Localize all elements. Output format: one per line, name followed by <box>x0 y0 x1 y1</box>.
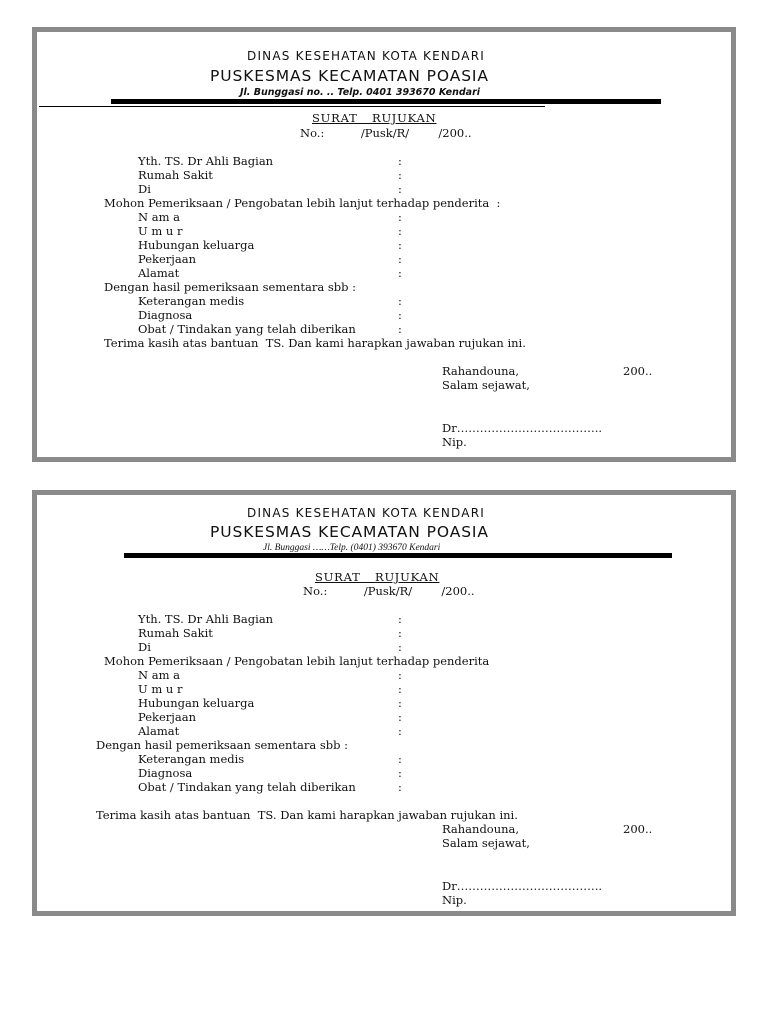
colon: : <box>398 626 402 640</box>
recipient-label: Yth. TS. Dr Ahli Bagian <box>138 612 274 626</box>
greeting: Salam sejawat, <box>442 378 530 392</box>
referral-form-2 <box>32 490 736 916</box>
colon: : <box>398 266 402 280</box>
patient-job-label: Pekerjaan <box>138 710 196 724</box>
medical-notes-label: Keterangan medis <box>138 752 245 766</box>
nip-label: Nip. <box>442 893 467 907</box>
patient-address-label: Alamat <box>138 724 180 738</box>
patient-address-label: Alamat <box>138 266 180 280</box>
nip-label: Nip. <box>442 435 467 449</box>
colon: : <box>398 724 402 738</box>
colon: : <box>398 682 402 696</box>
diagnosis-label: Diagnosa <box>138 308 193 322</box>
patient-job-label: Pekerjaan <box>138 252 196 266</box>
colon: : <box>398 640 402 654</box>
clinic-name: PUSKESMAS KECAMATAN POASIA <box>210 523 489 541</box>
patient-age-label: U m u r <box>138 682 183 696</box>
letter-title: SURAT RUJUKAN <box>312 111 437 125</box>
agency-name: DINAS KESEHATAN KOTA KENDARI <box>247 506 485 520</box>
colon: : <box>398 780 402 794</box>
letter-title: SURAT RUJUKAN <box>315 570 440 584</box>
referral-form-1 <box>32 27 736 462</box>
clinic-address: Jl. Bunggasi no. .. Telp. 0401 393670 Kendari <box>240 87 481 98</box>
diagnosis-label: Diagnosa <box>138 766 193 780</box>
colon: : <box>398 224 402 238</box>
header-rule-thin <box>39 106 545 107</box>
colon: : <box>398 696 402 710</box>
header-rule-thick <box>111 99 661 104</box>
colon: : <box>398 294 402 308</box>
location-label: Di <box>138 640 151 654</box>
patient-name-label: N am a <box>138 210 180 224</box>
colon: : <box>398 612 402 626</box>
results-line: Dengan hasil pemeriksaan sementara sbb : <box>104 280 357 294</box>
colon: : <box>398 668 402 682</box>
request-line: Mohon Pemeriksaan / Pengobatan lebih lanjut terhadap penderita <box>104 654 490 668</box>
thanks-line: Terima kasih atas bantuan TS. Dan kami harapkan jawaban rujukan ini. <box>96 808 518 822</box>
clinic-address: Jl. Bunggasi ……Telp. (0401) 393670 Kendari <box>263 543 441 553</box>
year-label: 200.. <box>623 364 653 378</box>
treatment-label: Obat / Tindakan yang telah diberikan <box>138 780 356 794</box>
hospital-label: Rumah Sakit <box>138 168 213 182</box>
colon: : <box>398 766 402 780</box>
letter-number: No.: /Pusk/R/ /200.. <box>300 126 472 140</box>
agency-name: DINAS KESEHATAN KOTA KENDARI <box>247 49 485 63</box>
thanks-line: Terima kasih atas bantuan TS. Dan kami harapkan jawaban rujukan ini. <box>104 336 526 350</box>
colon: : <box>398 168 402 182</box>
colon: : <box>398 752 402 766</box>
location-label: Di <box>138 182 151 196</box>
colon: : <box>398 182 402 196</box>
medical-notes-label: Keterangan medis <box>138 294 245 308</box>
recipient-label: Yth. TS. Dr Ahli Bagian <box>138 154 274 168</box>
greeting: Salam sejawat, <box>442 836 530 850</box>
request-line: Mohon Pemeriksaan / Pengobatan lebih lanjut terhadap penderita : <box>104 196 501 210</box>
year-label: 200.. <box>623 822 653 836</box>
treatment-label: Obat / Tindakan yang telah diberikan <box>138 322 356 336</box>
colon: : <box>398 238 402 252</box>
patient-name-label: N am a <box>138 668 180 682</box>
results-line: Dengan hasil pemeriksaan sementara sbb : <box>96 738 349 752</box>
clinic-name: PUSKESMAS KECAMATAN POASIA <box>210 67 489 85</box>
place-label: Rahandouna, <box>442 822 520 836</box>
doctor-signature-line: Dr……………………………….. <box>442 421 603 435</box>
colon: : <box>398 210 402 224</box>
letter-number: No.: /Pusk/R/ /200.. <box>303 584 475 598</box>
colon: : <box>398 252 402 266</box>
colon: : <box>398 322 402 336</box>
patient-age-label: U m u r <box>138 224 183 238</box>
patient-relation-label: Hubungan keluarga <box>138 238 255 252</box>
header-rule-thick <box>124 553 672 558</box>
colon: : <box>398 308 402 322</box>
hospital-label: Rumah Sakit <box>138 626 213 640</box>
colon: : <box>398 154 402 168</box>
place-label: Rahandouna, <box>442 364 520 378</box>
patient-relation-label: Hubungan keluarga <box>138 696 255 710</box>
doctor-signature-line: Dr……………………………….. <box>442 879 603 893</box>
colon: : <box>398 710 402 724</box>
